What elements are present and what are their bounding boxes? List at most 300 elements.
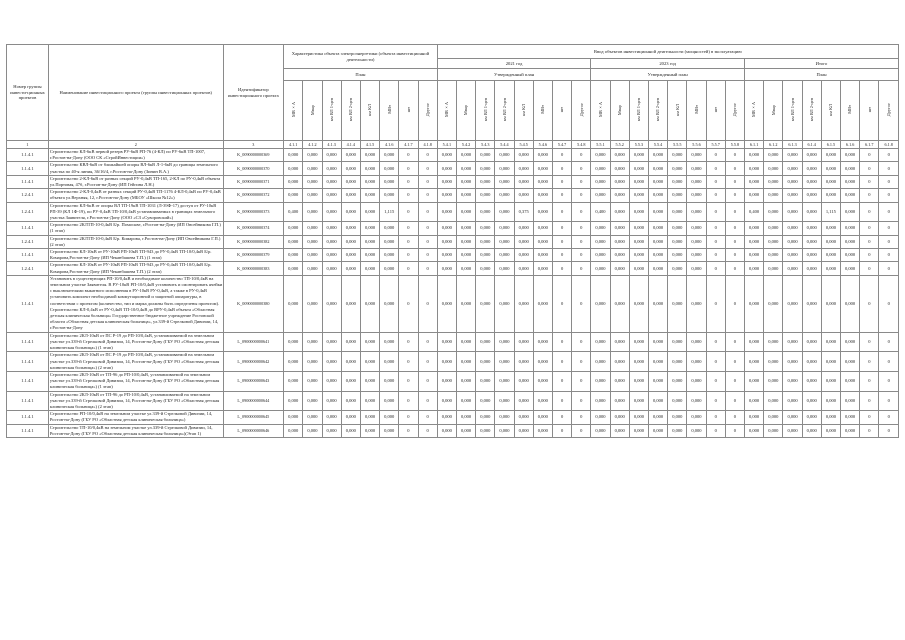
value-cell: 0: [706, 235, 725, 248]
value-cell: 0,000: [514, 411, 533, 424]
value-cell: 0,000: [629, 222, 648, 235]
value-cell: 0: [725, 189, 744, 202]
value-cell: 0,000: [610, 189, 629, 202]
table-row: [7, 202, 899, 222]
unit-label: МВт: [386, 105, 392, 115]
value-cell: 0,000: [591, 235, 610, 248]
value-cell: 0,000: [764, 275, 783, 332]
value-cell: 0,000: [668, 235, 687, 248]
value-cell: 0,000: [610, 262, 629, 275]
value-cell: 0,000: [841, 175, 860, 188]
project-name-cell: Строительство 2КЛ-10кВ от ПС Р-19 до РП-10/0,4кВ, устанавливаемой на земельном участке ул.339-й Стрелковой Дивизии, 14, Ростов-на-Дону (ГБУ РО «Областная детская клиническая больница») (2 этап): [48, 352, 223, 372]
column-index-cell: 5.4.3: [476, 141, 495, 149]
project-name-cell: Строительство КЛ-6кВ от опоры ВЛ ТП-19кВ ТП-1031 (Л-39Ф-17) доступ от РУ-10кВ РП-39 (КЛ 1Ф-19), по РУ-0,4кВ ТП-10/0,4кВ устанавливаемых в границах земельного участка Заявителя, г.Ростов-на-Дону (ООО «СЗ «Суворовский»): [48, 202, 223, 222]
value-cell: 0: [879, 235, 899, 248]
value-cell: 0,000: [437, 189, 456, 202]
value-cell: 0: [552, 235, 571, 248]
value-cell: 0,000: [533, 149, 552, 162]
value-cell: 0,000: [380, 424, 399, 437]
value-cell: 0,000: [648, 352, 667, 372]
project-id-cell: K_0090000000369: [223, 149, 284, 162]
value-cell: 0,000: [437, 391, 456, 411]
value-cell: 0,000: [841, 162, 860, 175]
table-row: [7, 149, 899, 162]
value-cell: 0,000: [533, 262, 552, 275]
value-cell: 0,000: [591, 424, 610, 437]
value-cell: 0,000: [745, 235, 764, 248]
value-cell: 0: [418, 411, 437, 424]
value-cell: 0: [725, 352, 744, 372]
value-cell: 0,000: [514, 371, 533, 391]
value-cell: 0,000: [648, 235, 667, 248]
project-id-cell: K_0090000000383: [223, 262, 284, 275]
value-cell: 0,000: [533, 235, 552, 248]
value-cell: 0: [399, 202, 418, 222]
value-cell: 1,115: [821, 202, 840, 222]
value-cell: 0,000: [284, 332, 303, 352]
value-cell: 0,000: [821, 235, 840, 248]
value-cell: 0,000: [687, 202, 706, 222]
value-cell: 0,000: [668, 275, 687, 332]
unit-label: км ВЛ 1-цеп: [789, 98, 795, 122]
project-id-cell: L_0900000000643: [223, 371, 284, 391]
value-cell: 0,000: [841, 249, 860, 262]
project-id-cell: K_0090000000372: [223, 189, 284, 202]
value-cell: 0,000: [380, 352, 399, 372]
value-cell: 0,000: [533, 175, 552, 188]
value-cell: 0,000: [687, 189, 706, 202]
value-cell: 0,000: [514, 332, 533, 352]
value-cell: 0,000: [764, 424, 783, 437]
value-cell: 0,000: [668, 222, 687, 235]
value-cell: 0,000: [802, 391, 821, 411]
group-number-cell: 1.1.4.1: [7, 391, 49, 411]
value-cell: 0,000: [303, 189, 322, 202]
value-cell: 0,000: [514, 262, 533, 275]
table-row: [7, 162, 899, 175]
value-cell: 0,000: [360, 411, 379, 424]
value-cell: 0,000: [783, 202, 802, 222]
column-index-cell: 6.1.1: [745, 141, 764, 149]
value-cell: 0,000: [360, 391, 379, 411]
unit-header-cell: [303, 81, 322, 141]
value-cell: 0,000: [610, 162, 629, 175]
value-cell: 0: [725, 235, 744, 248]
value-cell: 0,000: [783, 391, 802, 411]
group-number-cell: 1.2.4.1: [7, 202, 49, 222]
column-index-cell: 5.4.7: [552, 141, 571, 149]
value-cell: 0: [725, 175, 744, 188]
value-cell: 0,000: [648, 249, 667, 262]
value-cell: 0,000: [284, 189, 303, 202]
unit-label: шт: [405, 107, 411, 113]
value-cell: 0,000: [533, 332, 552, 352]
value-cell: 0,000: [456, 411, 475, 424]
value-cell: 0: [418, 332, 437, 352]
value-cell: 0,000: [629, 424, 648, 437]
value-cell: 0,000: [495, 162, 514, 175]
unit-header-cell: [552, 81, 571, 141]
value-cell: 0,000: [610, 249, 629, 262]
value-cell: 0,000: [802, 332, 821, 352]
value-cell: 0,000: [802, 222, 821, 235]
value-cell: 0: [879, 202, 899, 222]
value-cell: 0,000: [821, 149, 840, 162]
project-name-cell: Строительство 2КЛТП-10-0,4кВ Б/р. Комарова, г.Ростов-на-Дону (ИП Овсейникова Г.П.) (2 этап): [48, 235, 223, 248]
value-cell: 0: [706, 391, 725, 411]
group-number-cell: 1.2.4.1: [7, 189, 49, 202]
value-cell: 0,000: [303, 202, 322, 222]
value-cell: 0,000: [745, 222, 764, 235]
value-cell: 0,000: [322, 411, 341, 424]
value-cell: 0,000: [668, 202, 687, 222]
project-id-cell: L_0900000000646: [223, 424, 284, 437]
value-cell: 0: [706, 352, 725, 372]
value-cell: 0,000: [380, 222, 399, 235]
value-cell: 0,000: [322, 189, 341, 202]
value-cell: 0,000: [764, 162, 783, 175]
value-cell: 0,000: [341, 189, 360, 202]
value-cell: 0,000: [437, 202, 456, 222]
value-cell: 0,000: [802, 262, 821, 275]
unit-header-cell: [610, 81, 629, 141]
value-cell: 0,000: [303, 391, 322, 411]
value-cell: 0,000: [303, 149, 322, 162]
unit-header-cell: [341, 81, 360, 141]
header-approved-plan-2023: Утвержденный план: [591, 69, 745, 81]
value-cell: 0,000: [629, 149, 648, 162]
value-cell: 0: [418, 162, 437, 175]
value-cell: 0,000: [821, 275, 840, 332]
value-cell: 0,000: [437, 262, 456, 275]
column-index-cell: 4.1.1: [284, 141, 303, 149]
value-cell: 0,000: [841, 202, 860, 222]
unit-label: км ВЛ 2-цеп: [655, 98, 661, 122]
value-cell: 0,000: [783, 371, 802, 391]
value-cell: 0: [418, 391, 437, 411]
value-cell: 0: [572, 352, 591, 372]
value-cell: 0,000: [456, 162, 475, 175]
value-cell: 0,000: [629, 332, 648, 352]
unit-label: МВт: [540, 105, 546, 115]
value-cell: 0: [552, 189, 571, 202]
value-cell: 0,000: [591, 262, 610, 275]
column-index-cell: 6.1.4: [802, 141, 821, 149]
value-cell: 0,000: [284, 162, 303, 175]
value-cell: 0,000: [610, 391, 629, 411]
table-row: [7, 222, 899, 235]
value-cell: 0,000: [495, 332, 514, 352]
value-cell: 0,000: [514, 249, 533, 262]
value-cell: 0: [418, 262, 437, 275]
value-cell: 0,000: [802, 371, 821, 391]
column-index-cell: 5.5.1: [591, 141, 610, 149]
value-cell: 0,000: [514, 222, 533, 235]
value-cell: 0,000: [284, 275, 303, 332]
value-cell: 0,000: [783, 332, 802, 352]
value-cell: 0: [418, 235, 437, 248]
value-cell: 0,000: [380, 391, 399, 411]
unit-header-cell: [399, 81, 418, 141]
value-cell: 0,000: [629, 175, 648, 188]
project-name-cell: Строительство ТП-10/0,4кВ на земельном участке ул.339-й Стрелковой Дивизии, 14, Ростов-на-Дону (ГБУ РО «Областная детская клиническая больница»)(Этап 1): [48, 424, 223, 437]
project-name-cell: Строительство 2КЛ-10кВ от ТП-96 до РП-10/0,4кВ, устанавливаемой на земельном участке ул.339-й Стрелковой Дивизии, 14, Ростов-на-Дону (ГБУ РО «Областная детская клиническая больница») (1 этап): [48, 371, 223, 391]
value-cell: 0,000: [303, 352, 322, 372]
project-id-cell: L_0900000000645: [223, 411, 284, 424]
unit-label: Другое: [578, 103, 584, 117]
value-cell: 0: [879, 149, 899, 162]
value-cell: 0,000: [514, 235, 533, 248]
project-id-cell: L_0900000000644: [223, 391, 284, 411]
value-cell: 0,000: [591, 352, 610, 372]
value-cell: 0: [572, 411, 591, 424]
value-cell: 0,000: [514, 162, 533, 175]
project-name-cell: Строительство КВЛ-6кВ от ближайшей опоры ВЛ-6кВ Л-1-6кВ до границы земельного участка по 40-я линия, 36/16/4, г.Ростов-на-Дону (Зинин В.А.): [48, 162, 223, 175]
unit-label: Мвар: [463, 104, 469, 115]
value-cell: 0,000: [533, 222, 552, 235]
value-cell: 0,000: [591, 222, 610, 235]
value-cell: 0: [706, 371, 725, 391]
value-cell: 0,000: [687, 262, 706, 275]
value-cell: 0,000: [629, 189, 648, 202]
unit-header-cell: [629, 81, 648, 141]
value-cell: 0: [706, 332, 725, 352]
value-cell: 0: [418, 352, 437, 372]
value-cell: 0: [418, 189, 437, 202]
table-row: [7, 275, 899, 332]
value-cell: 0,000: [745, 391, 764, 411]
value-cell: 0,000: [764, 262, 783, 275]
value-cell: 0: [552, 352, 571, 372]
value-cell: 0,000: [668, 424, 687, 437]
value-cell: 0,000: [514, 175, 533, 188]
unit-header-cell: [745, 81, 764, 141]
value-cell: 0,000: [322, 162, 341, 175]
value-cell: 0,000: [380, 149, 399, 162]
unit-label: км КЛ: [674, 103, 680, 116]
table-row: [7, 371, 899, 391]
value-cell: 0,000: [821, 262, 840, 275]
project-name-cell: Строительство КЛ-6кВ первой резерв РУ-6кВ РП-76 (4-КЛ) по РУ-6кВ ТП-1007, г.Ростов-на-Дону (ООО СК «СтройИнвестиции»): [48, 149, 223, 162]
value-cell: 0,000: [802, 411, 821, 424]
value-cell: 0,000: [495, 262, 514, 275]
value-cell: 0,000: [783, 222, 802, 235]
value-cell: 0,000: [783, 162, 802, 175]
value-cell: 0,000: [341, 162, 360, 175]
value-cell: 0: [706, 149, 725, 162]
project-id-cell: K_0090000000379: [223, 249, 284, 262]
column-index-cell: 5.4.8: [572, 141, 591, 149]
unit-label: МВ×А: [444, 102, 450, 118]
value-cell: 0,000: [437, 411, 456, 424]
value-cell: 0: [879, 262, 899, 275]
table-row: [7, 262, 899, 275]
header-plan-total: План: [745, 69, 899, 81]
unit-label: Другое: [424, 103, 430, 117]
value-cell: 0,000: [284, 391, 303, 411]
group-number-cell: 1.1.4.1: [7, 249, 49, 262]
unit-header-cell: [456, 81, 475, 141]
value-cell: 0,000: [341, 149, 360, 162]
table-row: [7, 175, 899, 188]
value-cell: 0,000: [380, 371, 399, 391]
value-cell: 0,000: [591, 275, 610, 332]
value-cell: 0,000: [495, 371, 514, 391]
column-index-cell: 6.1.5: [821, 141, 840, 149]
group-number-cell: 1.1.4.1: [7, 149, 49, 162]
value-cell: 0,000: [476, 391, 495, 411]
value-cell: 0,000: [745, 149, 764, 162]
group-number-cell: 1.1.4.1: [7, 222, 49, 235]
value-cell: 0,000: [745, 411, 764, 424]
value-cell: 0,000: [341, 391, 360, 411]
value-cell: 0,000: [495, 222, 514, 235]
value-cell: 0,000: [668, 352, 687, 372]
project-name-cell: Установить в существующих РП-10/0,4кВ и необходимое количество ТП-10/0,4кВ на земельном участке Заявителя. В РУ-10кВ РП-10/0,4кВ установить и смонтировать ячейки с выключателями выкатного исполнения в РУ-10кВ РУ-0,4кВ, а также в РУ-0,4кВ установить комплект необходимой коммутационной и защитной аппаратуры, в соответствии с проектом (количество, тип и марка должны быть определены проектом). Строительство КЛ-0,4кВ от РУ-0,4кВ ТП-10/0,4кВ до ВРУ-0,4кВ объекта «Областная детская клиническая больница» Государственное бюджетное учреждение Ростовской области «Областная детская клиническая больница», ул.339-й Стрелковой Дивизии, 14, г.Ростов-на-Дону: [49, 275, 223, 331]
unit-header-cell: [879, 81, 899, 141]
value-cell: 0,000: [687, 424, 706, 437]
unit-header-cell: [322, 81, 341, 141]
value-cell: 0: [706, 222, 725, 235]
value-cell: 0: [879, 249, 899, 262]
value-cell: 0,000: [610, 411, 629, 424]
unit-label: шт: [712, 107, 718, 113]
value-cell: 0,000: [456, 262, 475, 275]
value-cell: 0: [418, 175, 437, 188]
value-cell: 0,000: [341, 249, 360, 262]
value-cell: 0,000: [495, 175, 514, 188]
value-cell: 0: [399, 411, 418, 424]
value-cell: 0,000: [303, 175, 322, 188]
project-name-cell: Строительство 2КЛ-10кВ от ТП-96 до РП-10/0,4кВ, устанавливаемой на земельном участке ул.339-й Стрелковой Дивизии, 14, Ростов-на-Дону (ГБУ РО «Областная детская клиническая больница») (2 этап): [48, 391, 223, 411]
value-cell: 0: [552, 275, 571, 332]
unit-header-cell: [591, 81, 610, 141]
value-cell: 0,000: [456, 175, 475, 188]
group-number-cell: 1.2.4.1: [7, 235, 49, 248]
value-cell: 0,000: [648, 189, 667, 202]
value-cell: 0,000: [360, 371, 379, 391]
header-investment-volume: Ввод объектов инвестиционной деятельности (мощностей) в эксплуатацию: [437, 45, 898, 59]
value-cell: 0: [725, 371, 744, 391]
value-cell: 0,000: [610, 371, 629, 391]
value-cell: 0: [552, 332, 571, 352]
value-cell: 0,000: [495, 411, 514, 424]
value-cell: 0,000: [629, 202, 648, 222]
value-cell: 0,000: [648, 149, 667, 162]
value-cell: 0,000: [591, 149, 610, 162]
value-cell: 0,000: [284, 371, 303, 391]
value-cell: 0: [860, 275, 879, 332]
value-cell: 0: [399, 189, 418, 202]
value-cell: 0,000: [533, 371, 552, 391]
value-cell: 0,000: [764, 149, 783, 162]
value-cell: 0: [706, 189, 725, 202]
value-cell: 0,000: [687, 332, 706, 352]
value-cell: 0: [879, 371, 899, 391]
column-index-cell: 6.1.8: [879, 141, 899, 149]
value-cell: 0: [572, 332, 591, 352]
value-cell: 0,000: [303, 332, 322, 352]
value-cell: 0: [860, 222, 879, 235]
value-cell: 0,000: [802, 175, 821, 188]
value-cell: 0,000: [360, 262, 379, 275]
header-characteristics: Характеристика объекта электроэнергетики (объекта инвестиционной деятельности): [284, 45, 438, 69]
value-cell: 0,000: [629, 249, 648, 262]
header-project-id: Идентификатор инвестиционного проекта: [223, 45, 284, 141]
value-cell: 0,000: [591, 332, 610, 352]
value-cell: 0,000: [514, 391, 533, 411]
value-cell: 0: [879, 222, 899, 235]
value-cell: 0: [572, 189, 591, 202]
value-cell: 0,000: [841, 391, 860, 411]
value-cell: 0,000: [456, 332, 475, 352]
value-cell: 0,000: [629, 411, 648, 424]
unit-label: км ВЛ 1-цеп: [636, 98, 642, 122]
group-number-cell: 1.1.4.1: [7, 424, 49, 437]
value-cell: 0,000: [610, 202, 629, 222]
value-cell: 0,000: [648, 175, 667, 188]
value-cell: 0,000: [322, 352, 341, 372]
column-index-cell: 4.1.7: [399, 141, 418, 149]
project-id-cell: K_0090000000370: [223, 162, 284, 175]
value-cell: 0: [706, 275, 725, 332]
unit-header-cell: [284, 81, 303, 141]
value-cell: 0,000: [380, 235, 399, 248]
value-cell: 0,000: [745, 424, 764, 437]
value-cell: 0,000: [764, 189, 783, 202]
header-approved-plan-2021: Утвержденный план: [437, 69, 591, 81]
value-cell: 0,000: [764, 371, 783, 391]
value-cell: 0: [572, 371, 591, 391]
value-cell: 0,000: [610, 175, 629, 188]
value-cell: 0: [552, 249, 571, 262]
value-cell: 0,000: [629, 391, 648, 411]
value-cell: 0: [706, 411, 725, 424]
unit-header-cell: [764, 81, 783, 141]
value-cell: 0,000: [360, 275, 379, 332]
value-cell: 0,000: [802, 424, 821, 437]
value-cell: 0,000: [303, 424, 322, 437]
value-cell: 0,000: [841, 411, 860, 424]
value-cell: 0,000: [456, 202, 475, 222]
value-cell: 0,000: [648, 222, 667, 235]
value-cell: 0: [725, 424, 744, 437]
column-index-cell: 4.1.3: [322, 141, 341, 149]
unit-label: км ВЛ 2-цеп: [348, 98, 354, 122]
unit-label: Мвар: [309, 104, 315, 115]
unit-label: Другое: [732, 103, 738, 117]
unit-label: км ВЛ 1-цеп: [482, 98, 488, 122]
value-cell: 0: [725, 262, 744, 275]
project-id-cell: K_0090000000374: [223, 222, 284, 235]
value-cell: 0,000: [783, 411, 802, 424]
value-cell: 0: [860, 189, 879, 202]
unit-label: МВ×А: [751, 102, 757, 118]
value-cell: 0,000: [380, 162, 399, 175]
value-cell: 0,000: [476, 262, 495, 275]
value-cell: 0,000: [533, 411, 552, 424]
value-cell: 0: [552, 262, 571, 275]
table-row: [7, 391, 899, 411]
unit-label: шт: [866, 107, 872, 113]
value-cell: 0,000: [745, 189, 764, 202]
value-cell: 0,000: [821, 162, 840, 175]
value-cell: 0,000: [514, 189, 533, 202]
value-cell: 0,000: [764, 352, 783, 372]
value-cell: 0,375: [514, 202, 533, 222]
value-cell: 0,000: [341, 352, 360, 372]
value-cell: 0,000: [687, 249, 706, 262]
